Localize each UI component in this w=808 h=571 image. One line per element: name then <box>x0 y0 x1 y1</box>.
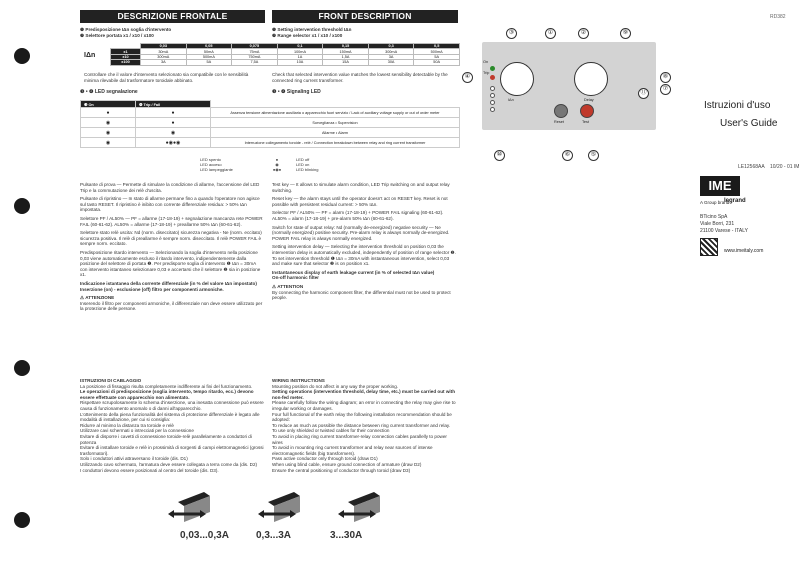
legend-en: LED blinking <box>296 167 319 173</box>
punch-hole <box>14 512 30 528</box>
test-label: Test <box>582 120 589 124</box>
range-cell: 30A <box>368 60 414 65</box>
trip-label: Trip <box>483 71 490 75</box>
cover-date: 10/20 - 01 IM <box>770 164 800 170</box>
en-wiring-title: WIRING INSTRUCTIONS <box>272 378 325 383</box>
list-item: Pass active conductor only through toroid (draw D1) <box>272 456 378 462</box>
list-item: Utilizzare cavi schermati o intrecciati per la connessione <box>80 428 194 434</box>
list-item: Please carefully follow the wiring diagram; an error in connecting the relay may give rise to irregular working or damages. <box>272 400 456 411</box>
range-head: 0,3 <box>368 44 414 49</box>
list-item: To avoid in mounting ring current transformer and relay near sources of intense electromagnetic fields (big transformers). <box>272 445 433 456</box>
range-cell: 50A <box>414 60 460 65</box>
led-desc: Allarme • Alarm <box>211 128 460 138</box>
it-item-7: Selettore PF / AL50% — PF = allarme (17-18-19) + segnalazione mancanza rete POWER FAIL (60-61-62). AL50% = allarme (17-18-19) + preallarme 50% IΔn (60-61-62). <box>80 215 263 227</box>
range-cell: 300mA <box>141 54 187 59</box>
led-on-state: ◉ <box>81 128 136 138</box>
callout-6: ⑥ <box>562 150 573 161</box>
range-key: x100 <box>111 60 141 65</box>
it-item-10: Indicazione istantanea della corrente differenziale (in % del valore IΔn impostato) <box>80 280 257 286</box>
list-item: Evitare di installare toroide e relè in prossimità di sorgenti di campi elettromagnetici (grossi trasformatori). <box>80 445 264 456</box>
cover-title-en: User's Guide <box>720 118 778 129</box>
reset-label: Reset <box>554 120 564 124</box>
callout-11: ⑪ <box>638 88 649 99</box>
test-button[interactable] <box>580 104 594 118</box>
legend-it: LED lampeggiante <box>200 167 233 173</box>
it-attention: ⚠ ATTENZIONE <box>80 295 115 301</box>
list-item: To reduce as much as possible the distance between ring current transformer and relay. <box>272 422 451 428</box>
led-col-trip: ❹ Trip / Fail <box>136 101 211 108</box>
callout-9: ⑨ <box>620 28 631 39</box>
website[interactable]: www.imeitaly.com <box>724 248 764 254</box>
range-cell: 5A <box>186 60 232 65</box>
cover-title-it: Istruzioni d'uso <box>704 100 771 111</box>
group-brand: A Group brand <box>700 200 730 205</box>
table-row <box>81 118 460 128</box>
ct-drawing-3 <box>338 492 380 522</box>
legend-it: LED acceso <box>200 162 222 168</box>
brand-logo: IME <box>700 176 740 196</box>
punch-hole <box>14 48 30 64</box>
legend-sym: ● <box>275 157 279 162</box>
list-item: La posizione di fissaggio risulta completamente indifferente ai fini del funzionamento. <box>80 383 253 389</box>
table-row <box>81 108 460 118</box>
led-legend-it <box>200 157 260 173</box>
it-settings <box>80 27 265 38</box>
header-en: FRONT DESCRIPTION <box>272 10 458 23</box>
range-cell: 7,5A <box>232 60 278 65</box>
range-cell: 500mA <box>414 49 460 54</box>
list-item: Rispettare scrupolosamente lo schema d'inserzione, una inesatta connessione può essere causa di funzionamento anomalo o di danni all'apparecchio. <box>80 400 264 411</box>
led-table <box>80 100 460 148</box>
it-s2: ❷ Selettore portata x1 / x10 / x100 <box>80 32 154 38</box>
table-row <box>81 128 460 138</box>
it-check-note: Controllare che il valore d'intervento selezionato sia compatibile con le sensibilità minima rilevabile dal trasformatore toroidale abbinato. <box>84 72 249 83</box>
range-cell: 300mA <box>368 49 414 54</box>
punch-hole <box>14 360 30 376</box>
range-cell: 15A <box>323 60 369 65</box>
led-trip-state: ●◉●◉ <box>136 138 211 148</box>
range-cell: 10A <box>277 60 323 65</box>
it-wiring-title: ISTRUZIONI DI CABLAGGIO <box>80 378 142 383</box>
table-row <box>111 60 460 65</box>
range-cell: 100mA <box>277 49 323 54</box>
callout-8: ⑧ <box>660 72 671 83</box>
bar-led <box>490 100 495 105</box>
range-head: 0,1 <box>277 44 323 49</box>
ct-drawings <box>160 488 400 524</box>
callout-3: ③ <box>506 28 517 39</box>
range-cell: 3A <box>368 54 414 59</box>
callout-4: ④ <box>462 72 473 83</box>
legend-it: LED spento <box>200 157 221 162</box>
qr-code-icon <box>700 238 718 256</box>
en-item-7: Selector PF / AL50% — PF = alarm (17-18-19) + POWER FAIL signaling (60-61-62). AL50% = alarm (17-18-19) + pre-alarm 50% IΔn (60-61-62). <box>272 210 444 221</box>
en-item-5: Test key — It allows to simulate alarm condition, LED Trip switching on and output relay switching. <box>272 182 450 193</box>
cover-code: LE12568AA <box>738 164 765 170</box>
en-item-11: On-off harmonic filter <box>272 275 319 281</box>
address-line: Viale Borri, 231 <box>700 221 735 227</box>
range-head: 0,05 <box>186 44 232 49</box>
on-label: On <box>483 60 489 64</box>
en-wiring <box>272 378 458 473</box>
it-s1: ❶ Predisposizione IΔn soglia d'intervento <box>80 27 172 32</box>
reset-button[interactable] <box>554 104 568 118</box>
led-legend-sym <box>262 157 292 173</box>
it-attention-text: Inserendo il filtro per componenti armoniche, il differenziale non deve essere utilizzato per la protezione delle persone. <box>80 300 263 312</box>
led-on-state: ● <box>81 108 136 118</box>
punch-hole <box>14 198 30 214</box>
led-desc: Interruzione collegamento toroide - relè / Connection breakdown between relay and ring current transformer <box>211 138 460 148</box>
legend-sym: ◉ <box>275 162 279 168</box>
range-cell: 1A <box>277 54 323 59</box>
delay-knob[interactable] <box>574 62 608 96</box>
ct-drawing-2 <box>258 492 300 522</box>
doc-code: RD382 <box>770 14 786 20</box>
list-item: Mounting position do not affect in any way the proper working. <box>272 383 399 389</box>
list-item: To avoid in placing ring current transformer-relay connection cables parallelly to power wires <box>272 433 447 445</box>
it-item-9: Predisposizione ritardo intervento — Selezionando la soglia d'intervento nella posizione 0,03 viene automaticamente escluso il ritardo intervento, indipendentemente dalla posizione del selettore di portata ❷. Per predisporre soglia di intervento ❶ IΔn = 30mA con intervento istantaneo selezionare 0,03 e accertarsi che il selettore ❷ sia in posizione x1. <box>80 249 261 278</box>
callout-10: ⑩ <box>494 150 505 161</box>
range-cell: 3A <box>141 60 187 65</box>
list-item: Solo i conduttori attivi attraversano il toroide (dis. D1) <box>80 456 188 462</box>
legend-sym: ●◉● <box>272 167 282 173</box>
it-item-5: Pulsante di prova — Permette di simulare la condizione di allarme, l'accensione del LED Trip e la commutazione dei relè d'uscita. <box>80 182 260 193</box>
en-item-9: Setting intervention delay — Selecting the intervention threshold on position 0,03 the intervention delay is automatically excluded, independently of position of range selector ❷. To set intervention threshold ❶ IΔn = 30mA with instantaneous intervention, select 0,03 and make sure that selector ❷ is on position x1. <box>272 244 456 267</box>
device-front-panel <box>482 42 656 130</box>
delay-knob-label: Delay <box>584 98 594 102</box>
ct-label-1: 0,03...0,3A <box>180 530 229 541</box>
legend-en: LED off <box>296 157 310 162</box>
led-desc: Sorveglianza • Supervision <box>211 118 460 128</box>
callout-2: ② <box>578 28 589 39</box>
company-name: BTicino SpA <box>700 214 728 220</box>
list-item: Le operazioni di predisposizione (soglia intervento, tempo ritardo, ecc.) devono essere effettuate con apparecchio non alimentato. <box>80 389 254 400</box>
en-item-6: Reset key — the alarm stays until the operator doesn't act on RESET key. Reset is not possible with persistent residual current: > 50% IΔn. <box>272 196 448 207</box>
led-legend-en <box>296 157 356 173</box>
range-table <box>110 43 460 66</box>
bar-led <box>490 107 495 112</box>
list-item: Utilizzando cavo schermato, l'armatura deve essere collegata a terra come da (dis. D2) <box>80 461 258 467</box>
led-on-state: ◉ <box>81 138 136 148</box>
callout-7: ⑦ <box>660 84 671 95</box>
en-item-8: Switch for state of output relay: Nd (normally de-energized) negative security — Ne (normally energized) positive security. Pre-alarm relay is always normally de-energized. POWER FAIL relay is always normally energized. <box>272 224 450 241</box>
legrand-logo: legrand <box>724 198 746 204</box>
table-row <box>81 138 460 148</box>
range-key: x10 <box>111 54 141 59</box>
en-s2: ❷ Range selector x1 / x10 / x100 <box>272 32 343 38</box>
list-item: To use only shielded or twisted cables for their connection <box>272 428 390 434</box>
list-item: Four full functional of the earth relay the following installation recommendation should be adopted: <box>272 411 452 423</box>
led-trip-state: ● <box>136 108 211 118</box>
callout-5: ⑤ <box>588 150 599 161</box>
en-attention: ⚠ ATTENTION <box>272 283 304 289</box>
led-trip <box>490 75 495 80</box>
it-wiring <box>80 378 266 473</box>
threshold-knob[interactable] <box>500 62 534 96</box>
it-item-6: Pulsante di ripristino — In stato di allarme permane fino a quando l'operatore non agisce sul tasto RESET. Il ripristino è inibito con corrente differenziale residua: > 50% IΔn impostata. <box>80 196 260 213</box>
en-check-note: Check that selected intervention value matches the lowest sensibility detectable by the connected ring current transformer. <box>272 72 448 83</box>
led-trip-state: ◉ <box>136 128 211 138</box>
range-cell: 75mA <box>232 49 278 54</box>
range-head: 0,5 <box>414 44 460 49</box>
legend-en: LED on <box>296 162 310 168</box>
ct-label-3: 3...30A <box>330 530 363 541</box>
range-cell: 5A <box>414 54 460 59</box>
range-cell: 50mA <box>186 49 232 54</box>
range-cell: 1,5A <box>323 54 369 59</box>
it-item-8: Selettore stato relè uscita: Nd (norm. diseccitato) sicurezza negativa - Ne (norm. eccitato) sicurezza positiva. Il relè di preallarme è sempre norm. diseccitato. Il relè POWER FAIL è sempre norm. eccitato. <box>80 230 262 247</box>
led-table-header <box>81 101 460 108</box>
list-item: Ridurre al minimo la distanza tra toroide e relè <box>80 422 174 428</box>
range-cell: 750mA <box>232 54 278 59</box>
en-items <box>272 182 458 301</box>
idn-label: IΔn <box>84 52 96 59</box>
bar-led <box>490 86 495 91</box>
it-items <box>80 182 264 312</box>
bar-led <box>490 93 495 98</box>
it-led-title: ❸ • ❹ LED segnalazione <box>80 89 138 95</box>
led-trip-state: ● <box>136 118 211 128</box>
range-cell: 500mA <box>186 54 232 59</box>
range-head: 0,03 <box>141 44 187 49</box>
list-item: I conduttori devono essere posizionati al centro del toroide (dis. D3). <box>80 467 219 473</box>
en-s1: ❶ Setting intervention threshold IΔn <box>272 27 352 32</box>
ct-label-2: 0,3...3A <box>256 530 292 541</box>
led-col-on: ❸ On <box>81 101 136 108</box>
en-attention-text: By connecting the harmonic component filter, the differential must not be used to protect people. <box>272 289 451 301</box>
range-cell: 30mA <box>141 49 187 54</box>
range-head: 0,075 <box>232 44 278 49</box>
range-key: x1 <box>111 49 141 54</box>
list-item: Setting operations (intervention threshold, delay time, etc.) must be carried out with non-fed meter. <box>272 389 456 400</box>
list-item: Ensure the central positioning of conductor through toroid (draw D3) <box>272 467 411 473</box>
range-head: 0,15 <box>323 44 369 49</box>
binder-spine <box>0 0 62 571</box>
header-it: DESCRIZIONE FRONTALE <box>80 10 265 23</box>
idn-knob-label: IΔn <box>508 98 514 102</box>
callout-1: ① <box>545 28 556 39</box>
en-led-title: ❸ • ❹ Signaling LED <box>272 89 321 95</box>
list-item: Evitare di disporre i cavetti di connessione toroide-relè parallelamente a conduttori di potenza <box>80 433 252 445</box>
range-cell: 150mA <box>323 49 369 54</box>
led-on-state: ◉ <box>81 118 136 128</box>
led-col-desc <box>211 101 460 108</box>
en-item-10: Instantaneous display of earth leakage current (in % of selected IΔn value) <box>272 269 435 275</box>
led-on <box>490 66 495 71</box>
ct-drawing-1 <box>168 492 210 522</box>
led-desc: Assenza tensione alimentazione ausiliaria o apparecchio fuori servizio / Lack of auxiliary voltage supply or out of order meter <box>211 108 460 118</box>
address-line: 21100 Varese - ITALY <box>700 228 748 234</box>
list-item: L'ottenimento della piena funzionalità del sistema di protezione differenziale è legato alle modalità di installazione, per cui si consiglia: <box>80 411 260 423</box>
it-item-11: Inserzione (on) - esclusione (off) filtro per componenti armoniche. <box>80 286 224 292</box>
company-address <box>700 214 748 235</box>
en-settings <box>272 27 458 38</box>
list-item: When using blind cable, ensure ground connection of armature (draw D2) <box>272 461 422 467</box>
